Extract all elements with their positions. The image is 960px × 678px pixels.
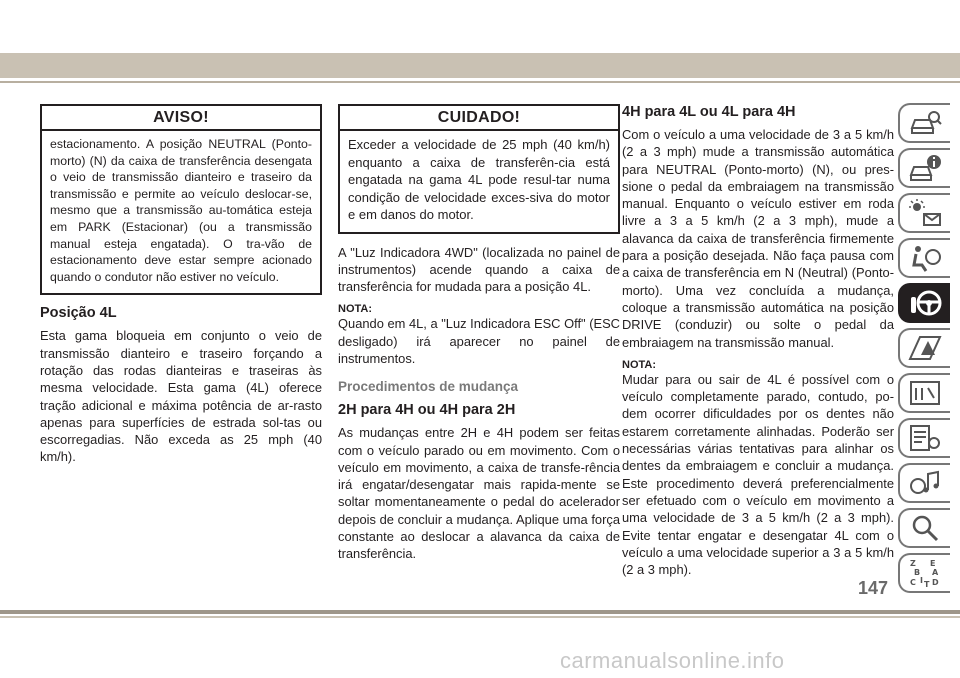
column-left bbox=[40, 104, 322, 474]
note-text: Quando em 4L, a "Luz Indicadora ESC Off" (ESC desligado) irá aparecer no painel de instrumentos. bbox=[338, 316, 620, 366]
tab-servicing[interactable] bbox=[898, 373, 950, 413]
search-magnifier-icon bbox=[908, 513, 942, 543]
shift-4h-4l-heading: 4H para 4L ou 4L para 4H bbox=[622, 104, 796, 120]
multimedia-icon bbox=[908, 468, 942, 498]
note-label: NOTA: bbox=[338, 303, 373, 316]
tab-index[interactable] bbox=[898, 553, 950, 593]
column-right bbox=[622, 104, 894, 586]
tab-maintenance[interactable] bbox=[898, 418, 950, 458]
car-search-icon bbox=[908, 108, 942, 138]
caution-text: Exceder a velocidade de 25 mph (40 km/h) enquanto a caixa de transferên-cia está engatada na gama 4L pode resul-tar numa condição de velocidade exces-siva do motor e em danos do motor. bbox=[348, 137, 610, 222]
car-info-icon bbox=[908, 153, 942, 183]
airbag-safety-icon bbox=[908, 243, 942, 273]
tab-starting-operating[interactable] bbox=[898, 283, 950, 323]
car-service-tools-icon bbox=[908, 378, 942, 408]
hazard-road-icon bbox=[908, 333, 942, 363]
page-number: 147 bbox=[858, 578, 889, 598]
warning-light-message-icon bbox=[908, 198, 942, 228]
header-rule bbox=[0, 81, 960, 83]
maintenance-checklist-icon bbox=[908, 423, 942, 453]
index-letter: B bbox=[914, 568, 921, 577]
index-letter: I bbox=[920, 576, 923, 585]
index-letter: C bbox=[910, 578, 916, 587]
section-heading: Procedimentos de mudança bbox=[338, 379, 519, 395]
footer-rule bbox=[0, 610, 960, 614]
warning-text: estacionamento. A posição NEUTRAL (Ponto-morto) (N) da caixa de transferência desengata o veio de transmissão dianteiro e traseiro da transmissão e permite ao veículo deslocar-se, mesmo que a transmissão au-tomática esteja em PARK (Estacionar) (ou a transmissão manual esteja engatada). O tra-vão de estacionamento deve estar sempre acionado quando o condutor não estiver no veículo. bbox=[50, 137, 312, 284]
tab-multimedia[interactable] bbox=[898, 463, 950, 503]
index-letter: E bbox=[930, 559, 936, 568]
caution-title: CUIDADO! bbox=[340, 106, 618, 131]
warning-title: AVISO! bbox=[42, 106, 320, 131]
steering-wheel-icon bbox=[908, 288, 942, 318]
tab-search[interactable] bbox=[898, 508, 950, 548]
index-letter: D bbox=[932, 578, 939, 587]
note-label: NOTA: bbox=[622, 358, 657, 371]
warning-box bbox=[40, 104, 322, 295]
shift-2h-4h-heading: 2H para 4H ou 4H para 2H bbox=[338, 402, 516, 419]
position-4l-heading: Posição 4L bbox=[40, 305, 117, 322]
watermark: carmanualsonline.info bbox=[560, 648, 785, 673]
position-4l-paragraph: Esta gama bloqueia em conjunto o veio de transmissão dianteiro e traseiro forçando a rotação das rodas dianteiras e traseiras às mesma velocidade. Esta gama (4L) oferece tração adicional e máxima potência de ar-rasto apenas para superfícies de estrada sol-tas ou escorregadias. Não exceda as 25 mph (40 km/h). bbox=[40, 328, 322, 465]
shift-4h-4l-paragraph: Com o veículo a uma velocidade de 3 a 5 km/h (2 a 3 mph) mude a transmissão automática para NEUTRAL (Ponto-morto) (N), ou pres-sione o pedal da embraiagem na transmissão manual. Enquanto o veículo estiver em roda livre a 3 a 5 km/h (2 a 3 mph), mude a alavanca da caixa de transferência firmemente para a posição desejada. Não faça pausa com a caixa de transferência em N (Neutral) (Ponto-morto). Uma vez concluída a mudança, coloque a transmissão automática na posição DRIVE (conduzir) ou solte o pedal da embraiagem na transmissão manual. bbox=[622, 127, 894, 350]
indicator-paragraph: A "Luz Indicadora 4WD" (localizada no painel de instrumentos) acende quando a caixa de transferência for mudada para a posição 4L. bbox=[338, 244, 620, 295]
tab-emergency[interactable] bbox=[898, 328, 950, 368]
tab-car-info[interactable] bbox=[898, 148, 950, 188]
chapter-tabs bbox=[898, 103, 950, 598]
index-letter: T bbox=[924, 580, 930, 588]
tab-safety[interactable] bbox=[898, 238, 950, 278]
shift-2h-4h-paragraph: As mudanças entre 2H e 4H podem ser feitas com o veículo parado ou em movimento. Com o veículo em movimento, a caixa de transfe-rência irá engatar/desengatar mais rapida-mente se soltar momentaneamente o pedal do acelerador depois de concluir a mudança. Aplique uma força constante ao deslocar a alavanca da caixa de transferência. bbox=[338, 425, 620, 562]
note-text: Mudar para ou sair de 4L é possível com o veículo completamente parado, contudo, po-dem ocorrer dificuldades por os dentes não estarem corretamente alinhadas. Poderão ser necessárias várias tentativas para alinhar os dentes da embraiagem e concluir a mudança. Este procedimento deverá preferencialmente ser efetuado com o veículo em movimento a uma velocidade de 3 a 5 km/h (2 a 3 mph). Evite tentar engatar e desengatar 4L com o veículo a uma velocidade superior a 3 a 5 km/h (2 a 3 mph). bbox=[622, 371, 894, 578]
index-letter: Z bbox=[910, 559, 916, 568]
tab-car-search[interactable] bbox=[898, 103, 950, 143]
caution-box bbox=[338, 104, 620, 234]
column-middle bbox=[338, 104, 620, 571]
header-band bbox=[0, 53, 960, 78]
tab-warning-lights[interactable] bbox=[898, 193, 950, 233]
index-letter: A bbox=[932, 568, 939, 577]
alphabet-index-icon bbox=[908, 558, 942, 588]
footer-rule-thin bbox=[0, 616, 960, 618]
